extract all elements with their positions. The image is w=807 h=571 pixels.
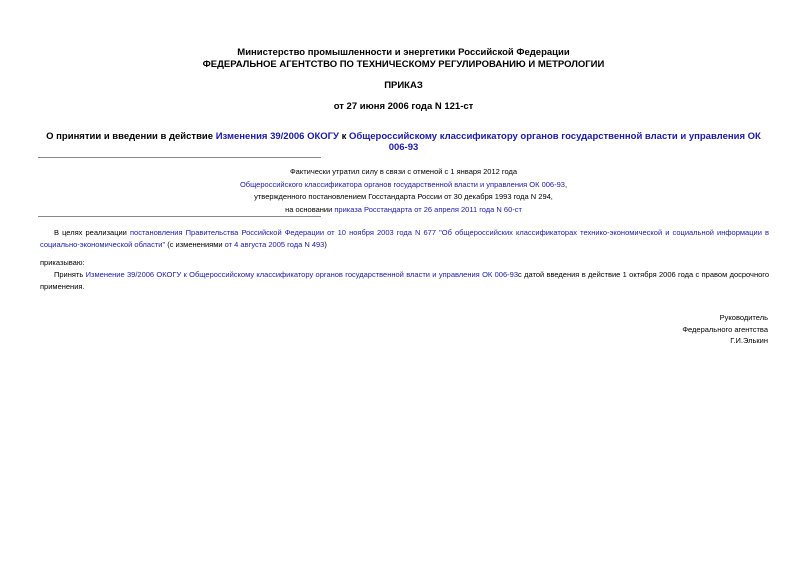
preamble-mid: (с изменениями xyxy=(165,240,225,249)
title-link-classifier[interactable]: Общероссийскому классификатору органов государственной власти и управления ОК 006-93 xyxy=(349,131,761,153)
paragraph-decision xyxy=(40,269,769,293)
document-date: от 27 июня 2006 года N 121-ст xyxy=(333,101,474,112)
signature-agency: Федерального агентства xyxy=(682,324,768,334)
signature-name: Г.И.Элькин xyxy=(730,336,768,345)
document-title xyxy=(40,131,767,153)
status-note-line2-end: , xyxy=(564,179,568,189)
paragraph-order-word: приказываю: xyxy=(40,258,85,267)
status-note-classifier-link[interactable]: Общероссийского классификатора органов государственной власти и управления ОК 006-93 xyxy=(239,179,565,189)
preamble-prefix: В целях реализации xyxy=(54,228,130,237)
ministry-name: Министерство промышленности и энергетики Российской Федерации xyxy=(237,47,570,58)
document-type: ПРИКАЗ xyxy=(384,80,423,91)
status-note-line4-prefix: на основании xyxy=(285,204,335,214)
resolution-link[interactable]: постановления Правительства Российской Федерации от 10 ноября 2003 года N 677 "Об общероссийских классификаторах технико-экономической и социальной информации в социально-экономической области" xyxy=(40,228,769,249)
status-note-line1: Фактически утратил силу в связи с отменой с 1 января 2012 года xyxy=(289,167,517,176)
paragraph-preamble xyxy=(40,227,769,251)
title-prefix: О принятии и введении в действие xyxy=(46,131,216,142)
decision-amendment-link[interactable]: Изменение 39/2006 ОКОГУ к Общероссийскому классификатору органов государственной власти и управления ОК 006-93 xyxy=(85,270,518,279)
amendment-date-link[interactable]: от 4 августа 2005 года N 493 xyxy=(224,240,325,249)
divider-bottom xyxy=(38,216,321,217)
status-note-line2 xyxy=(0,179,807,192)
status-note-order-link[interactable]: приказа Росстандарта от 26 апреля 2011 года N 60-ст xyxy=(334,204,522,214)
status-note-line4 xyxy=(0,204,807,217)
signature-role: Руководитель xyxy=(719,313,768,322)
decision-prefix: Принять xyxy=(54,270,86,279)
divider-top xyxy=(38,157,321,158)
title-mid: к xyxy=(338,131,349,142)
status-note-line3: утвержденного постановлением Госстандарта России от 30 декабря 1993 года N 294, xyxy=(254,192,553,201)
preamble-end: ) xyxy=(324,240,327,249)
decision-end: с датой введения в действие 1 октября 2006 года с правом досрочного применения. xyxy=(40,270,770,291)
title-link-amendment[interactable]: Изменения 39/2006 ОКОГУ xyxy=(215,131,339,142)
agency-name: ФЕДЕРАЛЬНОЕ АГЕНТСТВО ПО ТЕХНИЧЕСКОМУ РЕГУЛИРОВАНИЮ И МЕТРОЛОГИИ xyxy=(202,59,605,70)
